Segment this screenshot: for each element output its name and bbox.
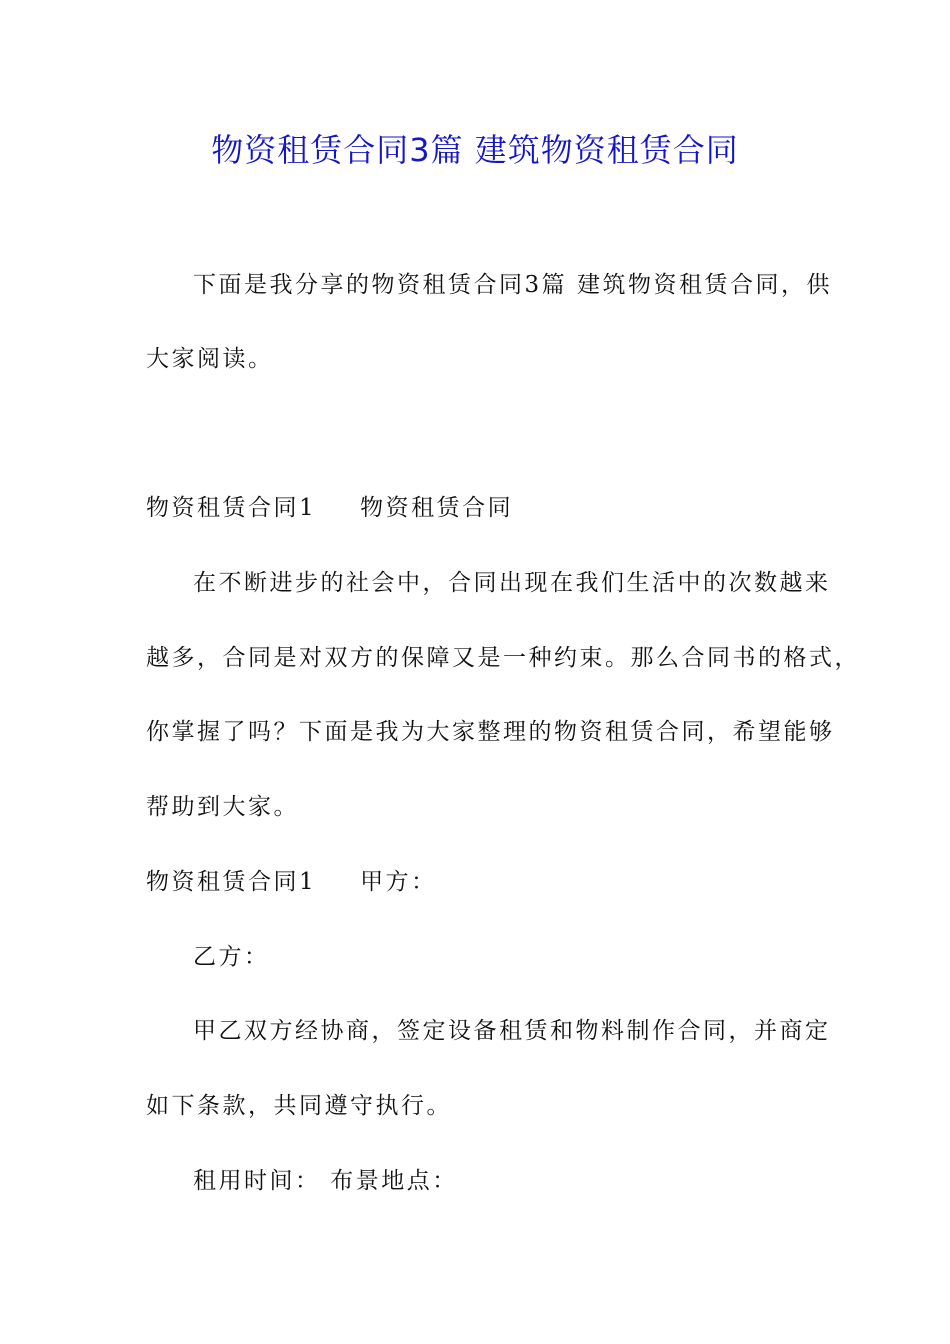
intro-line-1: 下面是我分享的物资租赁合同3篇 建筑物资租赁合同，供: [193, 272, 832, 298]
paragraph2-line-1: 甲乙双方经协商，签定设备租赁和物料制作合同，并商定: [193, 1018, 831, 1044]
intro-line-2: 大家阅读。: [146, 346, 274, 372]
paragraph2-line-2: 如下条款，共同遵守执行。: [146, 1093, 452, 1119]
section1-heading: [146, 492, 513, 524]
document-title: 物资租赁合同3篇 建筑物资租赁合同: [211, 131, 739, 169]
section1-heading-title: 物资租赁合同: [360, 495, 514, 521]
party-a-label: 甲方：: [360, 869, 437, 895]
section2-heading-number: 物资租赁合同1: [146, 869, 317, 895]
section2-heading: [146, 866, 437, 898]
paragraph1-line-1: 在不断进步的社会中，合同出现在我们生活中的次数越来: [193, 570, 831, 596]
paragraph1-line-2: 越多，合同是对双方的保障又是一种约束。那么合同书的格式，: [146, 645, 860, 671]
paragraph1-line-4: 帮助到大家。: [146, 794, 299, 820]
section1-heading-number: 物资租赁合同1: [146, 495, 317, 521]
party-b-label: 乙方：: [193, 944, 270, 970]
rental-time-location-line: 租用时间： 布景地点：: [193, 1168, 458, 1194]
paragraph1-line-3: 你掌握了吗？下面是我为大家整理的物资租赁合同，希望能够: [146, 719, 835, 745]
